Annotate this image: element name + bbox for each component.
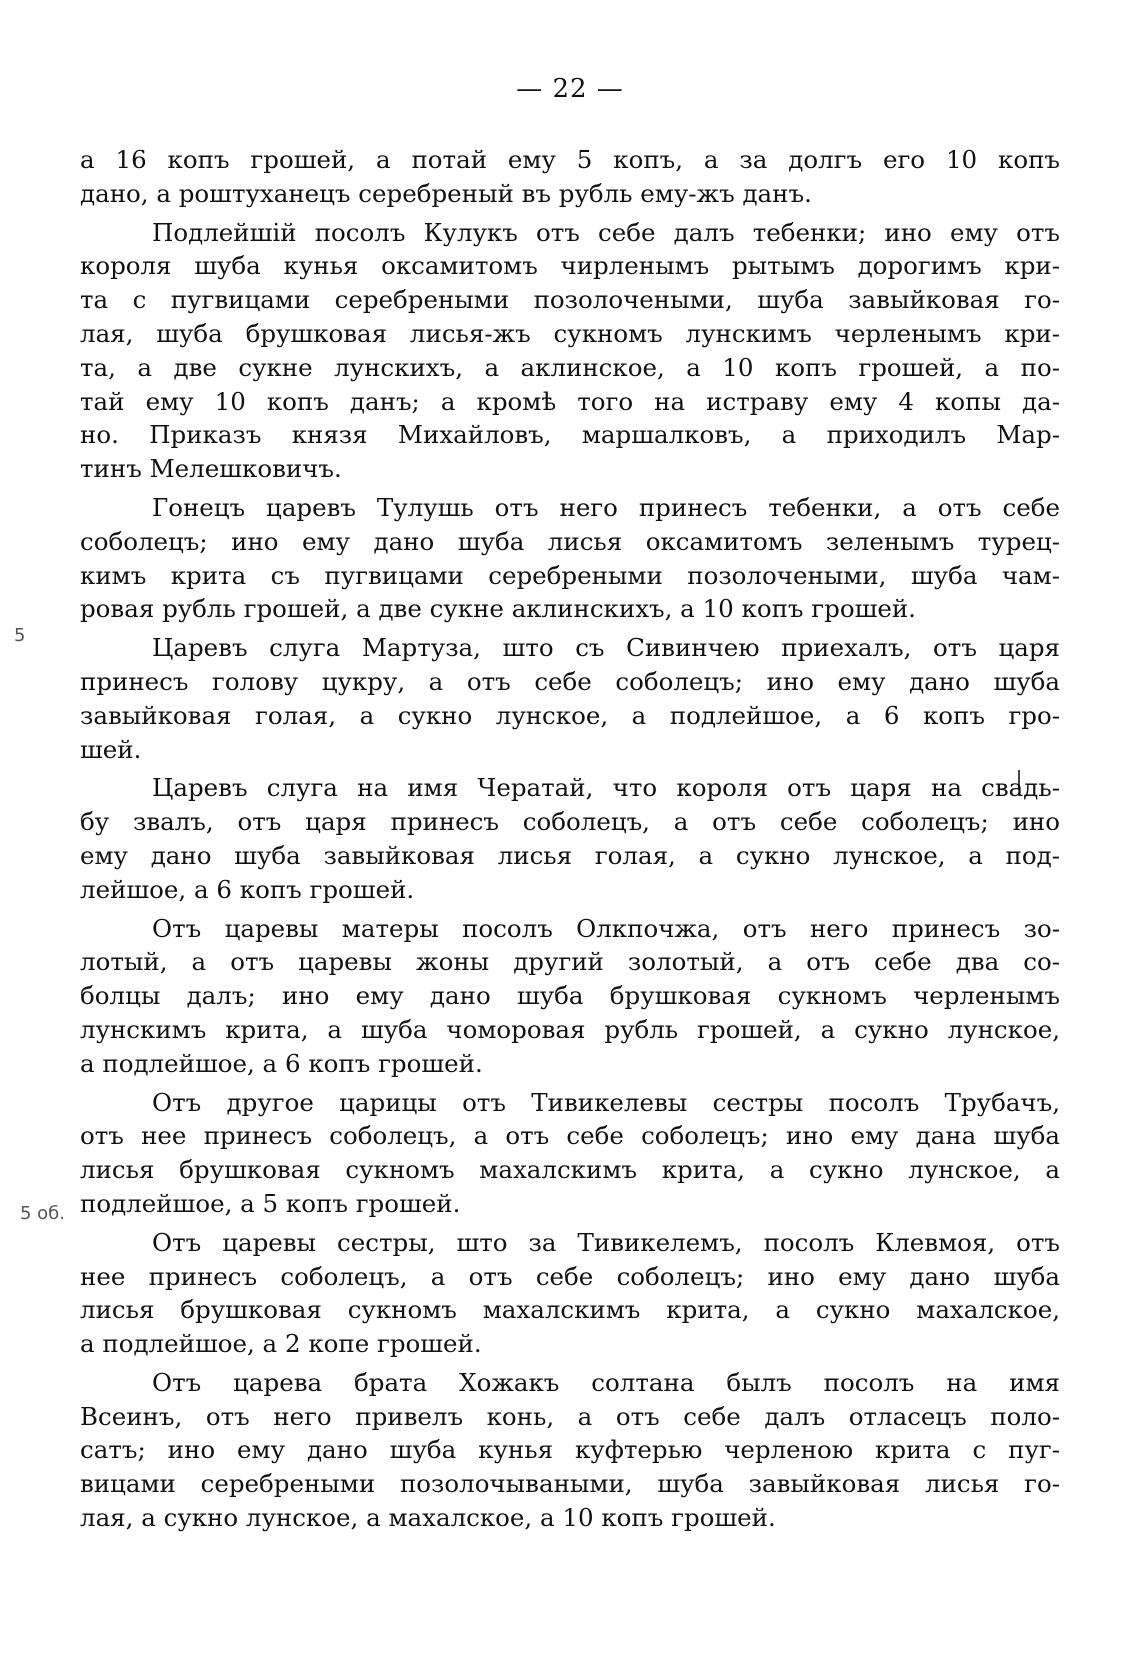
text-line: соболецъ; ино ему дано шуба лисья оксамитомъ зеленымъ турец- bbox=[80, 526, 1060, 556]
text-line: ровая рубль грошей, а две сукне аклинскихъ, а 10 копъ грошей. bbox=[80, 594, 916, 624]
paragraph bbox=[80, 1366, 1060, 1535]
text-line: лая, а сукно лунское, а махалское, а 10 копъ грошей. bbox=[80, 1503, 776, 1533]
text-line: подлейшое, а 5 копъ грошей. bbox=[80, 1188, 461, 1218]
text-line: принесъ голову цукру, а отъ себе соболецъ; ино ему дано шуба bbox=[80, 666, 1060, 696]
text-line: ему дано шуба завыйковая лисья голая, а сукно лунское, а под- bbox=[80, 840, 1060, 870]
paragraph bbox=[80, 1086, 1060, 1221]
text-line: Отъ царевы сестры, што за Тивикелемъ, посолъ Клевмоя, отъ bbox=[152, 1227, 1060, 1257]
text-line: короля шуба кунья оксамитомъ чирленымъ рытымъ дорогимъ кри- bbox=[80, 251, 1060, 281]
text-line: Отъ другое царицы отъ Тивикелевы сестры посолъ Трубачъ, bbox=[152, 1087, 1060, 1117]
text-line: Отъ царева брата Хожакъ солтана былъ посолъ на имя bbox=[152, 1367, 1060, 1397]
paragraph bbox=[80, 1226, 1060, 1361]
paragraph bbox=[80, 912, 1060, 1081]
text-line: тай ему 10 копъ данъ; а кромѣ того на истраву ему 4 копы да- bbox=[80, 386, 1060, 416]
text-line: лисья брушковая сукномъ махалскимъ крита, а сукно махалское, bbox=[80, 1295, 1060, 1325]
text-line: та с пугвицами серебреными позолочеными, шуба завыйковая го- bbox=[80, 285, 1060, 315]
text-line: Всеинъ, отъ него привелъ конь, а отъ себе далъ отласецъ поло- bbox=[80, 1401, 1060, 1431]
text-line: лунскимъ крита, а шуба чоморовая рубль грошей, а сукно лунское, bbox=[80, 1014, 1060, 1044]
text-line: сатъ; ино ему дано шуба кунья куфтерью черленою крита с пуг- bbox=[80, 1435, 1060, 1465]
text-line: лая, шуба брушковая лисья-жъ сукномъ лунскимъ черленымъ кри- bbox=[80, 318, 1060, 348]
text-line: тинъ Мелешковичъ. bbox=[80, 454, 342, 484]
paragraph bbox=[80, 491, 1060, 626]
text-line: нее принесъ соболецъ, а отъ себе соболецъ; ино ему дано шуба bbox=[80, 1261, 1060, 1291]
paragraph bbox=[80, 143, 1060, 211]
paragraph bbox=[80, 631, 1060, 766]
text-line: дано, а роштуханецъ серебреный въ рубль ему-жъ данъ. bbox=[80, 178, 812, 208]
text-line: лисья брушковая сукномъ махалскимъ крита, а сукно лунское, а bbox=[80, 1155, 1060, 1185]
paragraph bbox=[80, 216, 1060, 486]
text-line: но. Приказъ князя Михайловъ, маршалковъ, а приходилъ Мар- bbox=[80, 420, 1060, 450]
text-line: а подлейшое, а 6 копъ грошей. bbox=[80, 1048, 483, 1078]
text-line: Царевъ слуга Мартуза, што съ Сивинчею приехалъ, отъ царя bbox=[152, 633, 1060, 663]
text-line: отъ нее принесъ соболецъ, а отъ себе соболецъ; ино ему дана шуба bbox=[80, 1121, 1060, 1151]
text-line: завыйковая голая, а сукно лунское, а подлейшое, а 6 копъ гро- bbox=[80, 700, 1060, 730]
text-line: лотый, а отъ царевы жоны другий золотый, а отъ себе два со- bbox=[80, 947, 1060, 977]
text-line: болцы далъ; ино ему дано шуба брушковая сукномъ черленымъ bbox=[80, 981, 1060, 1011]
text-line: шей. bbox=[80, 734, 142, 764]
text-body bbox=[80, 143, 1060, 1535]
text-line: вицами серебреными позолочываными, шуба завыйковая лисья го- bbox=[80, 1469, 1060, 1499]
text-line: Отъ царевы матеры посолъ Олкпочжа, отъ него принесъ зо- bbox=[152, 913, 1060, 943]
text-line: бу звалъ, отъ царя принесъ соболецъ, а отъ себе соболецъ; ино bbox=[80, 807, 1060, 837]
text-line: Гонецъ царевъ Тулушь отъ него принесъ тебенки, а отъ себе bbox=[152, 492, 1060, 522]
page-number: — 22 — bbox=[516, 74, 624, 104]
margin-note-folio-5: 5 bbox=[14, 625, 26, 646]
text-line: лейшое, а 6 копъ грошей. bbox=[80, 874, 415, 904]
paragraph bbox=[80, 771, 1060, 906]
text-line: кимъ крита съ пугвицами серебреными позолочеными, шуба чам- bbox=[80, 560, 1060, 590]
text-line: а 16 копъ грошей, а потай ему 5 копъ, а за долгъ его 10 копъ bbox=[80, 145, 1060, 174]
text-line: Царевъ слуга на имя Чератай, что короля отъ царя на свадь- bbox=[152, 773, 1060, 803]
text-line: та, а две сукне лунскихъ, а аклинское, а 10 копъ грошей, а по- bbox=[80, 352, 1060, 382]
text-line: Подлейшій посолъ Кулукъ отъ себе далъ тебенки; ино ему отъ bbox=[152, 217, 1060, 247]
text-line: а подлейшое, а 2 копе грошей. bbox=[80, 1329, 482, 1359]
margin-note-folio-5-verso: 5 об. bbox=[20, 1203, 66, 1224]
